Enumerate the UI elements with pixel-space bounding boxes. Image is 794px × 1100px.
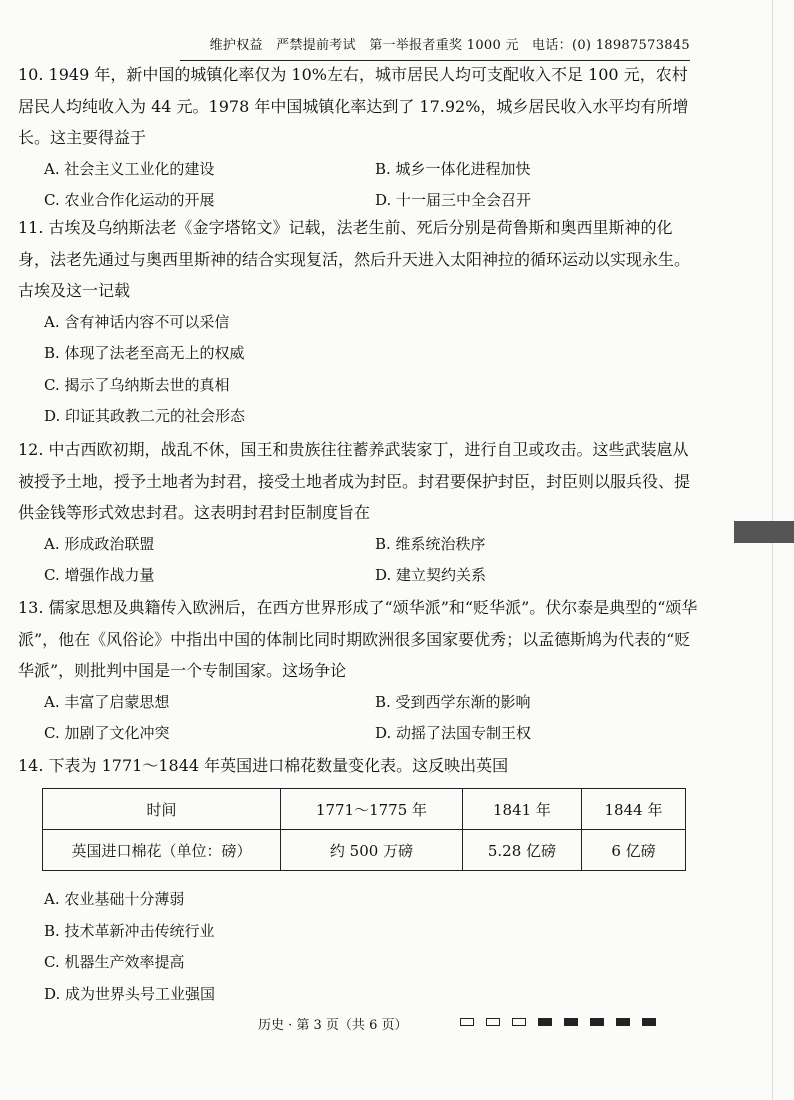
option-a[interactable]: A. 社会主义工业化的建设 [44, 159, 215, 178]
scan-edge-line [772, 0, 773, 1100]
table-header-cell: 时间 [43, 789, 281, 830]
question-stem: 12. 中古西欧初期，战乱不休，国王和贵族往往蓄养武装家丁，进行自卫或攻击。这些武装扈从被授予土地，授予土地者为封君，接受土地者成为封臣。封君要保护封臣，封臣则以服兵役、提供金钱等形式效忠封君。这表明封君封臣制度旨在 [18, 440, 691, 522]
option-c[interactable]: C. 加剧了文化冲突 [44, 724, 170, 742]
option-a[interactable]: A. 农业基础十分薄弱 [44, 890, 185, 908]
option-a[interactable]: A. 形成政治联盟 [44, 534, 155, 553]
question-14 [18, 750, 698, 782]
option-d[interactable]: D. 印证其政教二元的社会形态 [44, 407, 246, 425]
page-progress-squares [460, 1018, 668, 1026]
option-b[interactable]: B. 城乡一体化进程加快 [375, 159, 531, 178]
page-header: 维护权益 严禁提前考试 第一举报者重奖 1000 元 电话：(0) 18987573845 [180, 34, 690, 61]
table-header-cell: 1771～1775 年 [281, 789, 463, 830]
table-cell: 5.28 亿磅 [462, 830, 581, 871]
question-14-options [18, 884, 698, 1010]
edge-tab-marker [734, 521, 794, 543]
option-c[interactable]: C. 农业合作化运动的开展 [44, 191, 215, 209]
table-header-row [43, 789, 686, 830]
option-b[interactable]: B. 体现了法老至高无上的权威 [44, 344, 245, 362]
table-row [43, 830, 686, 871]
table-cell: 6 亿磅 [581, 830, 685, 871]
option-b[interactable]: B. 受到西学东渐的影响 [375, 692, 531, 711]
table-header-cell: 1841 年 [462, 789, 581, 830]
option-b[interactable]: B. 维系统治秩序 [375, 534, 486, 553]
question-12 [18, 434, 698, 592]
option-d[interactable]: D. 动摇了法国专制王权 [375, 724, 532, 742]
option-a[interactable]: A. 含有神话内容不可以采信 [44, 312, 230, 331]
option-b[interactable]: B. 技术革新冲击传统行业 [44, 921, 215, 940]
progress-square [512, 1018, 526, 1026]
progress-square [642, 1018, 656, 1026]
progress-square [460, 1018, 474, 1026]
table-cell: 英国进口棉花（单位：磅） [43, 830, 281, 871]
option-c[interactable]: C. 增强作战力量 [44, 566, 155, 584]
option-d[interactable]: D. 建立契约关系 [375, 566, 487, 584]
page-footer: 历史 · 第 3 页（共 6 页） [258, 1018, 408, 1033]
table-cell: 约 500 万磅 [281, 830, 463, 871]
option-c[interactable]: C. 机器生产效率提高 [44, 953, 185, 971]
progress-square [616, 1018, 630, 1026]
question-stem: 10. 1949 年，新中国的城镇化率仅为 10%左右，城市居民人均可支配收入不足 100 元，农村居民人均纯收入为 44 元。1978 年中国城镇化率达到了 17.92%，城乡居民收入水平均有所增长。这主要得益于 [18, 65, 689, 147]
option-c[interactable]: C. 揭示了乌纳斯去世的真相 [44, 375, 230, 394]
progress-square [486, 1018, 500, 1026]
option-d[interactable]: D. 十一届三中全会召开 [375, 191, 532, 209]
cotton-import-table [42, 788, 686, 871]
question-13 [18, 592, 698, 750]
question-stem: 13. 儒家思想及典籍传入欧洲后，在西方世界形成了“颂华派”和“贬华派”。伏尔泰是典型的“颂华派”，他在《风俗论》中指出中国的体制比同时期欧洲很多国家要优秀；以孟德斯鸠为代表的“贬华派”，则批判中国是一个专制国家。这场争论 [18, 598, 698, 680]
question-11 [18, 212, 698, 433]
question-stem: 14. 下表为 1771～1844 年英国进口棉花数量变化表。这反映出英国 [18, 756, 509, 775]
table-header-cell: 1844 年 [581, 789, 685, 830]
question-10 [18, 59, 698, 217]
question-stem: 11. 古埃及乌纳斯法老《金字塔铭文》记载，法老生前、死后分别是荷鲁斯和奥西里斯神的化身，法老先通过与奥西里斯神的结合实现复活，然后升天进入太阳神拉的循环运动以实现永生。古埃及这一记载 [18, 218, 691, 300]
option-a[interactable]: A. 丰富了启蒙思想 [44, 692, 170, 711]
progress-square [538, 1018, 552, 1026]
progress-square [564, 1018, 578, 1026]
option-d[interactable]: D. 成为世界头号工业强国 [44, 984, 216, 1003]
progress-square [590, 1018, 604, 1026]
